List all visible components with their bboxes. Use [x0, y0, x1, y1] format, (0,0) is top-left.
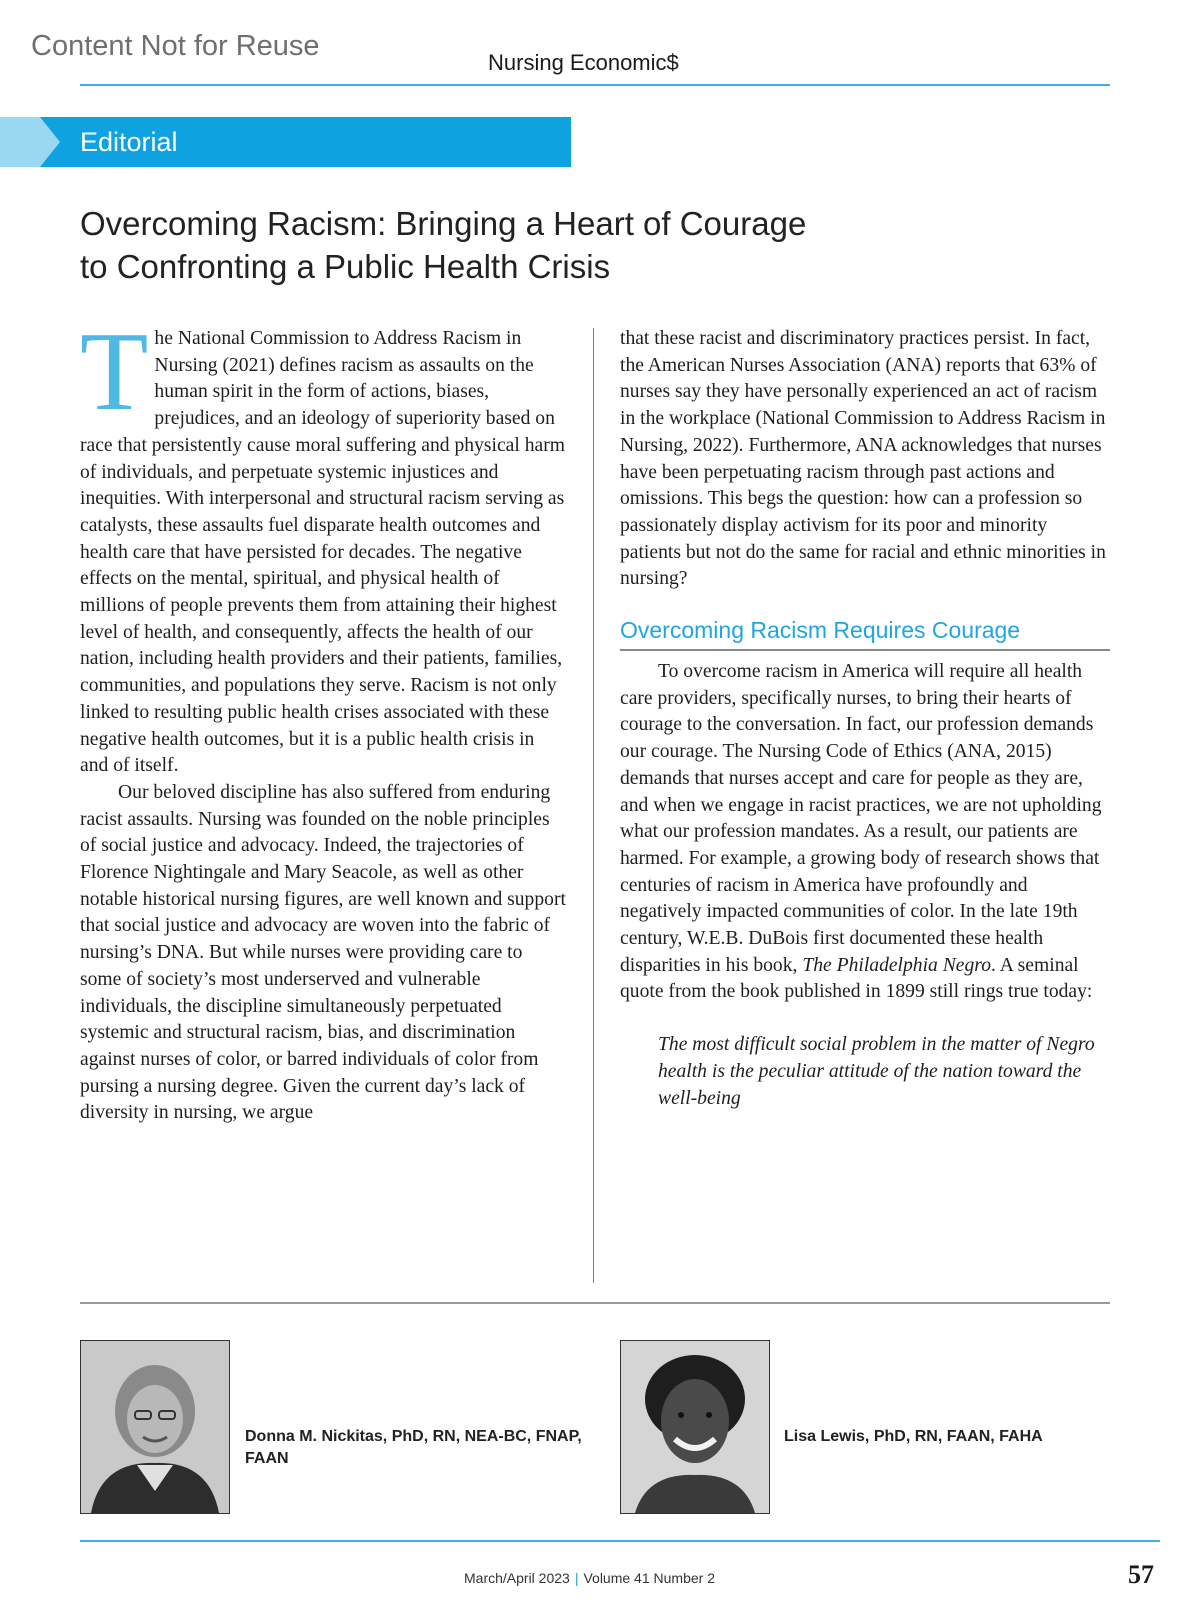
column-divider — [593, 328, 594, 1283]
section-banner — [0, 117, 571, 167]
author-photo-2 — [620, 1340, 770, 1514]
book-title: The Philadelphia Negro — [802, 954, 991, 976]
footer-volume: Volume 41 Number 2 — [583, 1570, 715, 1586]
portrait-icon — [81, 1341, 229, 1513]
paragraph-1 — [80, 310, 566, 780]
paragraph-3-text-a: To overcome racism in America will require all health care providers, specifically nurses, to bring their hearts of courage to the conversation. In fact, our profession demands our courage. The Nursing Code of Ethics (ANA, 2015) demands that nurses accept and care for people as they are, and when we engage in racist practices, we are not upholding what our profession mandates. As a result, our patients are harmed. For example, a growing body of research shows that centuries of racism in America have profoundly and negatively impacted communities of color. In the late 19th century, W.E.B. DuBois first documented these health disparities in his book, — [620, 661, 1102, 976]
paragraph-3-text-b: . A seminal quote from the book published in 1899 still rings true today: — [620, 954, 1093, 1003]
journal-name: Nursing Economic$ — [488, 50, 679, 75]
section-label: Editorial — [80, 127, 178, 157]
author-photo-1 — [80, 1340, 230, 1514]
title-line-1: Overcoming Racism: Bringing a Heart of Courage — [80, 205, 807, 242]
page-number: 57 — [1128, 1560, 1154, 1589]
footer-rule — [80, 1540, 1160, 1542]
right-column — [620, 326, 1110, 1112]
paragraph-1-text: he National Commission to Address Racism in Nursing (2021) defines racism as assaults on the human spirit in the form of actions, biases, prejudices, and an ideology of superiority based on race that persistently cause moral suffering and physical harm of individuals, and perpetuate systemic injustices and inequities. With interpersonal and structural racism serving as catalysts, these assaults fuel disparate health outcomes and health care that have persisted for decades. The negative effects on the mental, spiritual, and physical health of millions of people prevents them from attaining their highest level of health, and consequently, affects the health of our nation, including health providers and their patients, families, communities, and populations they serve. Racism is not only linked to resulting public health crises associated with these negative health outcomes, but it is a public health crisis in and of itself. — [80, 328, 565, 777]
banner-accent — [0, 117, 40, 167]
left-column — [80, 310, 566, 1127]
author-name-1: Donna M. Nickitas, PhD, RN, NEA-BC, FNAP, FAAN — [245, 1428, 582, 1467]
banner-arrow-icon — [40, 117, 60, 167]
watermark-text: Content Not for Reuse — [31, 30, 320, 62]
paragraph-2: Our beloved discipline has also suffered from enduring racist assaults. Nursing was founded on the noble principles of social justice and advocacy. Indeed, the trajectories of Florence Nightingale and Mary Seacole, as well as other notable historical nursing figures, are well known and support that social justice and advocacy are woven into the fabric of nursing’s DNA. But while nurses were providing care to some of society’s most underserved and vulnerable individuals, the discipline simultaneously perpetuated systemic and structural racism, bias, and discrimination against nurses of color, or barred individuals of color from pursing a nursing degree. Given the current day’s lack of diversity in nursing, we argue — [80, 781, 566, 1124]
title-line-2: to Confronting a Public Health Crisis — [80, 248, 611, 285]
article-title — [80, 202, 980, 288]
author-divider — [80, 1302, 1110, 1304]
drop-cap: T — [80, 310, 149, 434]
author-name-2: Lisa Lewis, PhD, RN, FAAN, FAHA — [784, 1428, 1043, 1445]
footer-citation — [464, 1570, 715, 1586]
block-quote: The most difficult social problem in the matter of Negro health is the peculiar attitude of the nation toward the well-being — [658, 1034, 1095, 1109]
footer-separator: | — [574, 1570, 579, 1586]
header-rule — [80, 84, 1110, 86]
paragraph-2-continued: that these racist and discriminatory practices persist. In fact, the American Nurses Association (ANA) reports that 63% of nurses say they have personally experienced an act of racism in the workplace (National Commission to Address Racism in Nursing, 2022). Furthermore, ANA acknowledges that nurses have been perpetuating racism through past actions and omissions. This begs the question: how can a profession so passionately display activism for its poor and minority patients but not do the same for racial and ethnic minorities in nursing? — [620, 328, 1106, 590]
section-subhead: Overcoming Racism Requires Courage — [620, 615, 1110, 651]
paragraph-3 — [620, 659, 1110, 1006]
footer-issue: March/April 2023 — [464, 1570, 570, 1586]
portrait-icon — [621, 1341, 769, 1513]
